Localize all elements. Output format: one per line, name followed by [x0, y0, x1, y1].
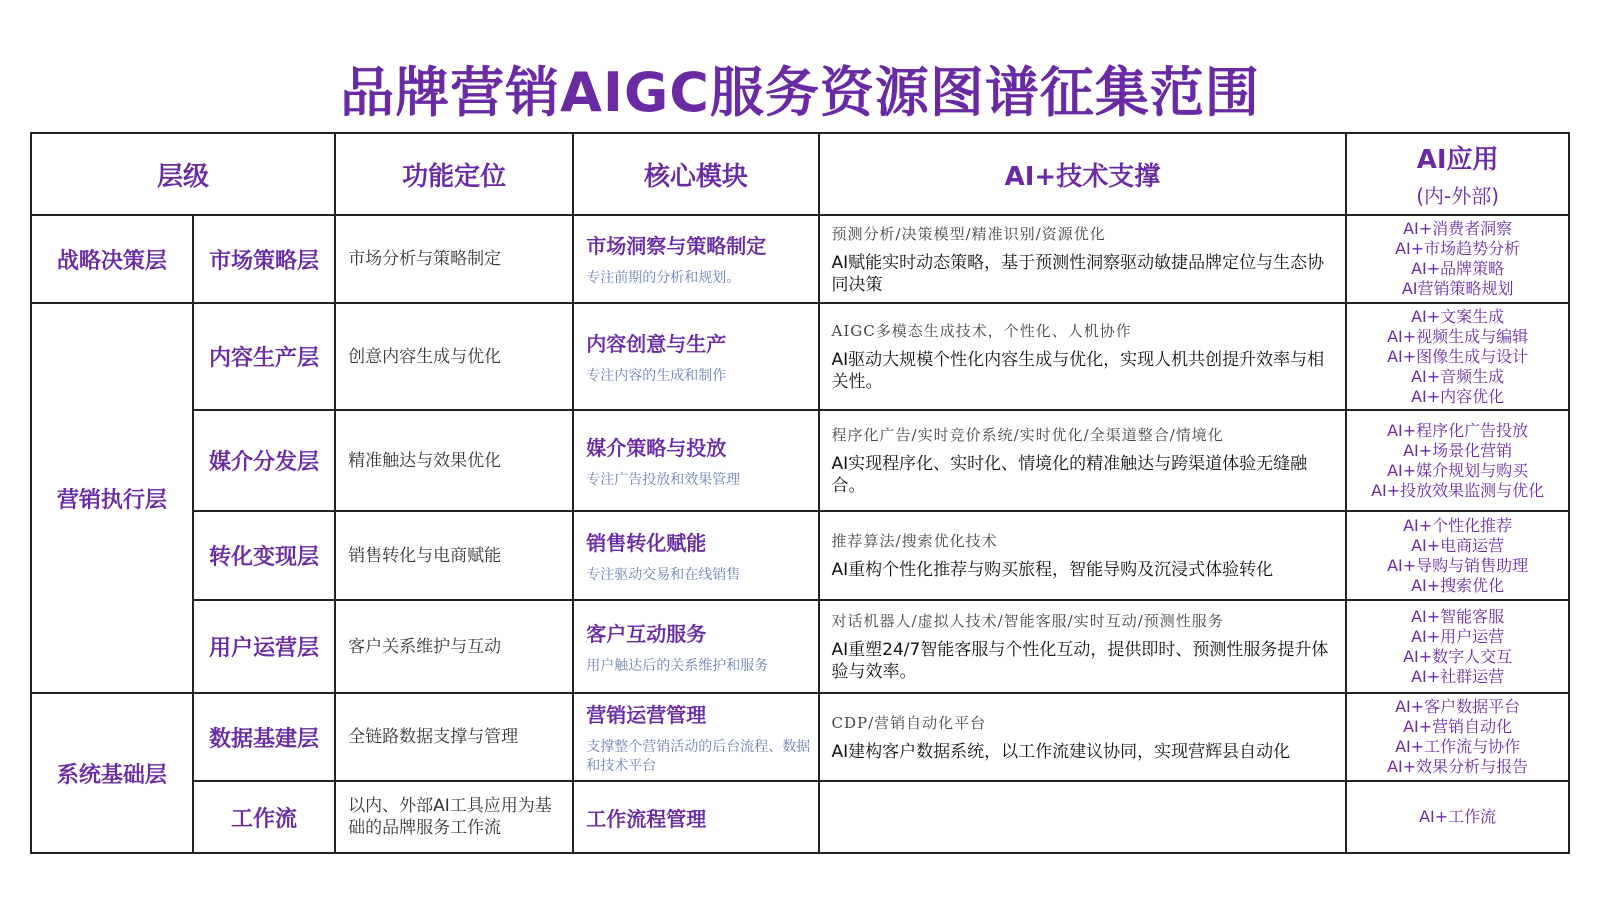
app-item: AI+用户运营	[1411, 626, 1505, 646]
header-apps	[1346, 133, 1569, 215]
app-item: AI+个性化推荐	[1403, 515, 1513, 535]
app-item: AI+数字人交互	[1403, 646, 1513, 666]
header-tech: AI+技术支撑	[819, 133, 1347, 215]
module-desc: 专注前期的分析和规划。	[586, 270, 741, 286]
module-cell	[573, 693, 818, 781]
module-cell	[573, 600, 818, 693]
apps-cell	[1346, 781, 1569, 853]
layer-label: 工作流	[193, 781, 335, 853]
module-desc: 专注广告投放和效果管理	[586, 471, 741, 488]
module-title: 工作流程管理	[586, 806, 707, 831]
layer-label: 数据基建层	[193, 693, 335, 781]
app-item: AI+场景化营销	[1403, 440, 1513, 460]
module-title: 客户互动服务	[586, 621, 707, 646]
app-item: AI+文案生成	[1411, 306, 1505, 326]
app-item: AI+视频生成与编辑	[1387, 326, 1529, 346]
module-title: 销售转化赋能	[586, 530, 707, 555]
header-module: 核心模块	[573, 133, 818, 215]
app-item: AI+工作流	[1419, 807, 1497, 826]
layer-label: 转化变现层	[193, 511, 335, 600]
app-item: AI+客户数据平台	[1395, 697, 1521, 716]
header-row	[31, 133, 1569, 215]
tech-tags: 预测分析/决策模型/精准识别/资源优化	[831, 224, 1106, 243]
app-item: AI营销策略规划	[1401, 279, 1514, 298]
function-cell: 市场分析与策略制定	[335, 215, 573, 303]
module-title: 营销运营管理	[586, 702, 707, 727]
module-desc: 支撑整个营销活动的后台流程、数据和技术平台	[586, 738, 811, 774]
app-item: AI+电商运营	[1411, 535, 1505, 555]
header-apps-title: AI应用	[1416, 145, 1499, 175]
tech-desc: AI重构个性化推荐与购买旅程，智能导购及沉浸式体验转化	[831, 560, 1274, 580]
module-cell	[573, 215, 818, 303]
header-level: 层级	[31, 133, 335, 215]
function-cell: 客户关系维护与互动	[335, 600, 573, 693]
tech-desc: AI重塑24/7智能客服与个性化互动，提供即时、预测性服务提升体验与效率。	[831, 640, 1329, 682]
table-row	[31, 781, 1569, 853]
tech-cell	[819, 215, 1347, 303]
function-cell: 精准触达与效果优化	[335, 410, 573, 511]
tech-cell	[819, 410, 1347, 511]
group-label: 系统基础层	[31, 693, 193, 853]
app-item: AI+消费者洞察	[1403, 219, 1513, 238]
app-item: AI+市场趋势分析	[1395, 239, 1521, 258]
app-item: AI+内容优化	[1411, 386, 1505, 406]
module-desc: 用户触达后的关系维护和服务	[586, 657, 769, 674]
layer-label: 用户运营层	[193, 600, 335, 693]
tech-cell	[819, 511, 1347, 600]
apps-cell	[1346, 600, 1569, 693]
app-item: AI+智能客服	[1411, 606, 1505, 626]
table-row	[31, 215, 1569, 303]
apps-cell	[1346, 693, 1569, 781]
tech-tags: 对话机器人/虚拟人技术/智能客服/实时互动/预测性服务	[831, 612, 1224, 630]
tech-cell	[819, 781, 1347, 853]
table-row	[31, 303, 1569, 410]
layer-label: 媒介分发层	[193, 410, 335, 511]
header-function: 功能定位	[335, 133, 573, 215]
apps-cell	[1346, 511, 1569, 600]
table-row	[31, 511, 1569, 600]
function-cell: 以内、外部AI工具应用为基础的品牌服务工作流	[335, 781, 573, 853]
module-cell	[573, 410, 818, 511]
app-item: AI+程序化广告投放	[1387, 420, 1529, 440]
function-cell: 全链路数据支撑与管理	[335, 693, 573, 781]
tech-desc: AI实现程序化、实时化、情境化的精准触达与跨渠道体验无缝融合。	[831, 454, 1308, 496]
tech-cell	[819, 303, 1347, 410]
module-cell	[573, 781, 818, 853]
app-item: AI+营销自动化	[1403, 717, 1513, 736]
table-row	[31, 600, 1569, 693]
app-item: AI+图像生成与设计	[1387, 346, 1529, 366]
page-title: 品牌营销AIGC服务资源图谱征集范围	[340, 61, 1260, 124]
apps-cell	[1346, 410, 1569, 511]
module-cell	[573, 511, 818, 600]
function-cell: 创意内容生成与优化	[335, 303, 573, 410]
app-item: AI+品牌策略	[1411, 259, 1505, 278]
module-title: 市场洞察与策略制定	[586, 234, 767, 258]
tech-cell	[819, 693, 1347, 781]
tech-tags: CDP/营销自动化平台	[831, 713, 987, 732]
table-row	[31, 693, 1569, 781]
app-item: AI+社群运营	[1411, 666, 1505, 686]
module-title: 内容创意与生产	[586, 331, 727, 356]
group-label: 营销执行层	[31, 303, 193, 693]
header-apps-subtitle: (内-外部)	[1416, 184, 1500, 208]
module-title: 媒介策略与投放	[586, 435, 727, 460]
tech-tags: AIGC多模态生成技术，个性化、人机协作	[831, 322, 1132, 340]
table-row	[31, 410, 1569, 511]
app-item: AI+投放效果监测与优化	[1371, 480, 1545, 500]
app-item: AI+音频生成	[1411, 366, 1505, 386]
group-label: 战略决策层	[31, 215, 193, 303]
resource-map-table	[30, 132, 1570, 854]
module-desc: 专注驱动交易和在线销售	[586, 566, 741, 583]
apps-cell	[1346, 303, 1569, 410]
layer-label: 内容生产层	[193, 303, 335, 410]
module-cell	[573, 303, 818, 410]
app-item: AI+媒介规划与购买	[1387, 460, 1529, 480]
app-item: AI+搜索优化	[1411, 575, 1505, 595]
tech-tags: 推荐算法/搜索优化技术	[831, 532, 998, 550]
tech-desc: AI赋能实时动态策略，基于预测性洞察驱动敏捷品牌定位与生态协同决策	[831, 252, 1325, 295]
function-cell: 销售转化与电商赋能	[335, 511, 573, 600]
app-item: AI+效果分析与报告	[1387, 757, 1529, 776]
module-desc: 专注内容的生成和制作	[586, 367, 727, 384]
tech-cell	[819, 600, 1347, 693]
layer-label: 市场策略层	[193, 215, 335, 303]
tech-desc: AI驱动大规模个性化内容生成与优化，实现人机共创提升效率与相关性。	[831, 350, 1325, 392]
apps-cell	[1346, 215, 1569, 303]
app-item: AI+导购与销售助理	[1387, 555, 1529, 575]
tech-tags: 程序化广告/实时竞价系统/实时优化/全渠道整合/情境化	[831, 426, 1224, 444]
tech-desc: AI建构客户数据系统，以工作流建议协同，实现营辉县自动化	[831, 741, 1291, 762]
app-item: AI+工作流与协作	[1395, 737, 1521, 756]
